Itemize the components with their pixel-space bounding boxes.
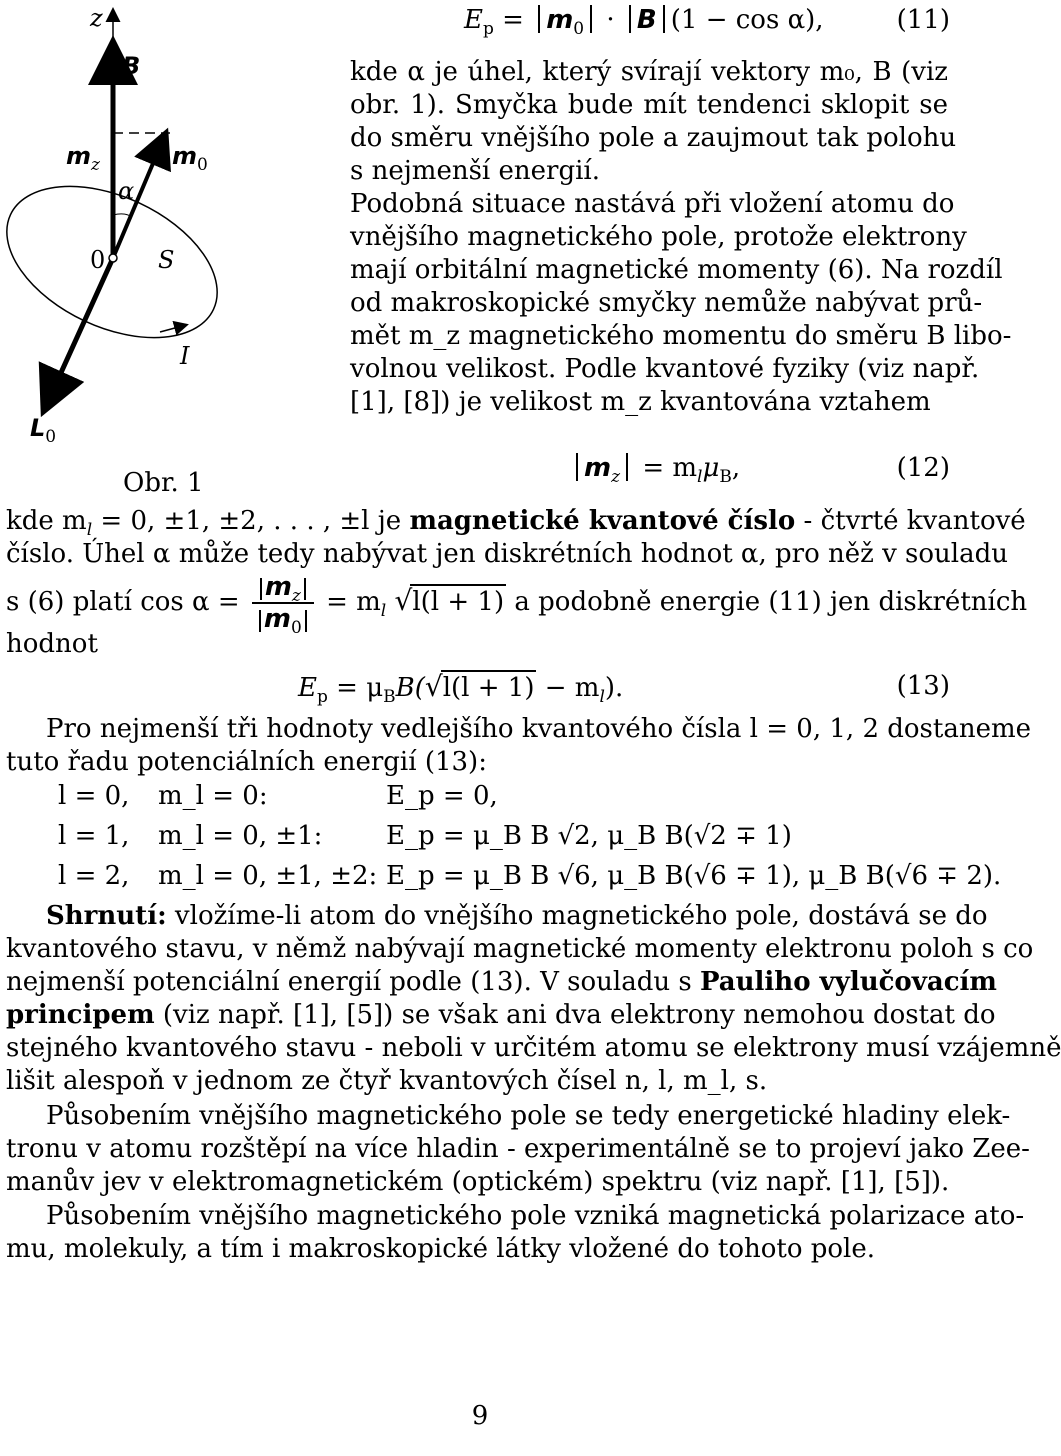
summary-paragraph: Shrnutí: vložíme-li atom do vnějšího magnetického pole, dostává se do kvantového stavu, v němž nabývají magnetické momenty elektronu poloh s co nejmenší potenciální energií podle (13). V souladu s Pauliho vylučovacím principem (viz např. [1], [5]) se však ani dva elektrony nemohou dostat do stejného kvantového stavu - neboli v určitém atomu se elektrony musí vzájemně lišit alespoň v jednom ze čtyř kvantových čísel n, l, m_l, s. — [6, 901, 1061, 1096]
equation-13: $E_p = \mu_BB(√l(l + 1) - m_l)$. — [298, 670, 624, 707]
figure-magnetic-loop — [0, 0, 340, 470]
label-z: z — [90, 4, 103, 32]
paragraph-energies: Pro nejmenší tři hodnoty vedlejšího kvantového čísla l = 0, 1, 2 dostaneme tuto řadu potenciálních energií (13): — [6, 714, 1032, 777]
equation-12-number: (12) — [896, 453, 950, 483]
origin-point — [109, 254, 117, 262]
label-mz: $m_z$ — [66, 142, 100, 175]
paragraph-quantum-number: kde $m_l = 0$, ±1, ±2, . . . , ±l je magnetické kvantové číslo - čtvrté kvantové číslo. Úhel α může tedy nabývat jen diskrétních hodnot α, pro něž v souladu — [6, 506, 1026, 569]
paragraph-atom: Podobná situace nastává při vložení atomu do vnějšího magnetického pole, protože elektrony mají orbitální magnetické momenty (6). Na rozdíl od makroskopické smyčky nemůže nabývat prů- mět m_z magnetického momentu do směru B libo- volnou velikost. Podle kvantové fyziky (viz např. [1], [8]) je velikost m_z kvantována vztahem — [350, 189, 1012, 417]
table-row: l = 2, m_l = 0, ±1, ±2: E_p = μ_B B √6, μ_B B(√6 ∓ 1), μ_B B(√6 ∓ 2). — [58, 861, 1002, 891]
equation-11-number: (11) — [896, 5, 950, 35]
paragraph-zeeman: Působením vnějšího magnetického pole se tedy energetické hladiny elek- tronu v atomu rozštěpí na více hladin - experimentálně se to projeví jako Zee- manův jev v elektromagnetickém (optickém) spektru (viz např. [1], [5]). — [6, 1101, 1030, 1197]
label-B: B — [122, 52, 141, 80]
fraction-mz-m0: $\frac{m_z}{m_0}$ — [252, 572, 314, 634]
table-row: l = 1, m_l = 0, ±1: E_p = μ_B B √2, μ_B B(√2 ∓ 1) — [58, 821, 792, 851]
current-direction-arrow — [160, 325, 186, 332]
label-origin: 0 — [90, 246, 106, 274]
equation-13-number: (13) — [896, 671, 950, 701]
paragraph-hodnot: hodnot — [6, 629, 98, 659]
label-I: I — [180, 342, 190, 370]
page-number: 9 — [471, 1401, 489, 1431]
paragraph-cos-alpha: s (6) platí cos α = $\frac{m_z}{m_0}$ = $m_l$ √l(l + 1) a podobně energie (11) jen diskrétních — [6, 572, 1028, 638]
paragraph-intro: kde α je úhel, který svírají vektory m₀, B (viz obr. 1). Smyčka bude mít tendenci sklopit se do směru vnějšího pole a zaujmout tak polohu s nejmenší energií. — [350, 57, 957, 186]
label-L0: $L_0$ — [30, 414, 57, 447]
equation-11: $E_p = m_0 \cdot B$ (1 − cos α), — [464, 5, 824, 39]
label-m0: $m_0$ — [172, 142, 208, 175]
figure-caption: Obr. 1 — [123, 468, 204, 498]
summary-heading: Shrnutí: — [46, 901, 167, 931]
table-row: l = 0, m_l = 0: E_p = 0, — [58, 781, 498, 811]
label-alpha: α — [118, 177, 135, 205]
energy-table — [58, 780, 1002, 900]
equation-12: $m_z = m_l\mu_B$, — [570, 452, 740, 485]
l0-vector-arrow — [45, 258, 113, 408]
paragraph-polarization: Působením vnějšího magnetického pole vzniká magnetická polarizace ato- mu, molekuly, a tím i makroskopické látky vložené do tohoto pole. — [6, 1201, 1025, 1264]
label-S: S — [158, 246, 175, 274]
